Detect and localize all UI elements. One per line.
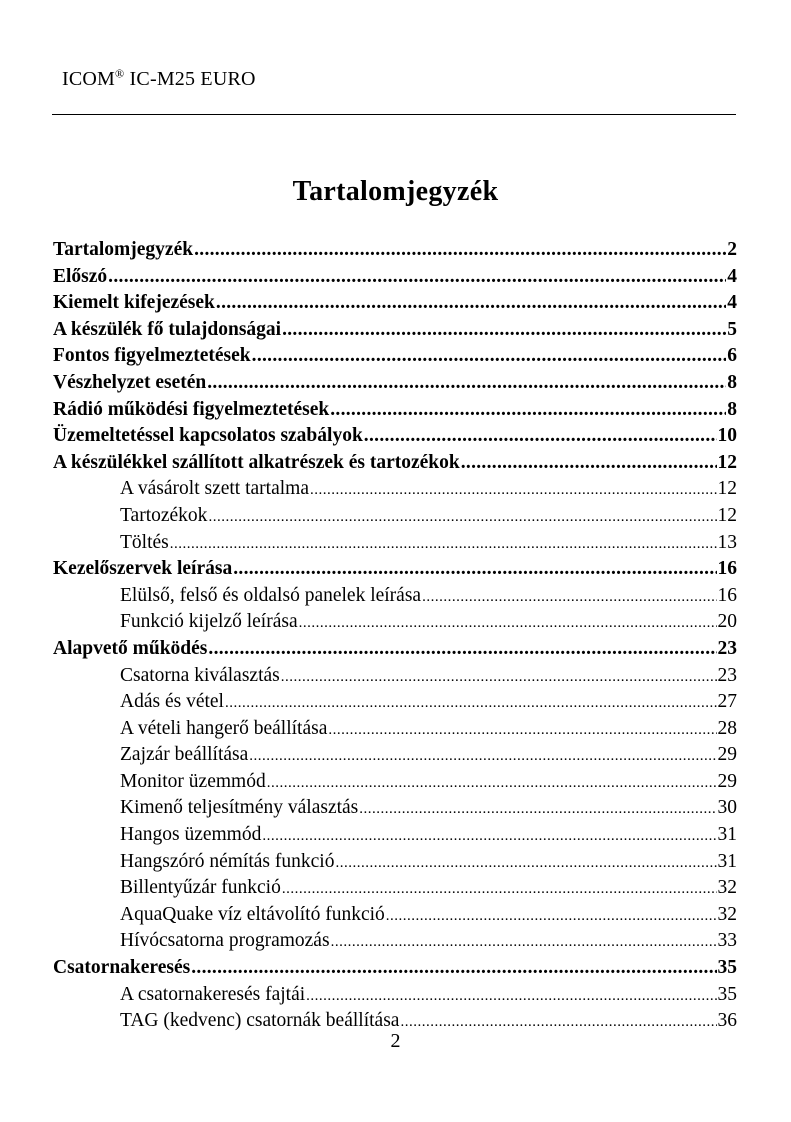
toc-entry-label: Adás és vétel (120, 691, 224, 713)
toc-dot-leader (422, 583, 716, 611)
toc-entry-label: Monitor üzemmód (120, 770, 266, 792)
toc-chapter-entry[interactable] (53, 343, 737, 370)
toc-entry-label: Vészhelyzet esetén (53, 371, 207, 393)
toc-entry-page: 10 (717, 425, 737, 447)
toc-dot-leader (331, 928, 717, 956)
toc-dot-leader (282, 875, 717, 903)
toc-section-entry[interactable] (53, 849, 737, 876)
header-rule (52, 114, 736, 115)
toc-dot-leader (461, 450, 717, 477)
toc-entry-page: 31 (717, 850, 737, 872)
toc-entry-page: 16 (717, 558, 737, 580)
toc-entry-label: Kimenő teljesítmény választás (120, 797, 359, 819)
toc-chapter-entry[interactable] (53, 290, 737, 317)
toc-section-entry[interactable] (53, 503, 737, 530)
toc-entry-label: Rádió működési figyelmeztetések (53, 398, 330, 420)
toc-dot-leader (335, 849, 716, 877)
toc-entry-page: 12 (717, 478, 737, 500)
toc-dot-leader (216, 290, 726, 317)
toc-section-entry[interactable] (53, 769, 737, 796)
toc-chapter-entry[interactable] (53, 955, 737, 982)
toc-dot-leader (282, 317, 726, 344)
page-number: 2 (390, 1030, 401, 1052)
toc-dot-leader (299, 609, 717, 637)
header-model: IC-M25 EURO (124, 68, 256, 90)
toc-entry-label: AquaQuake víz eltávolító funkció (120, 903, 385, 925)
toc-chapter-entry[interactable] (53, 397, 737, 424)
toc-section-entry[interactable] (53, 928, 737, 955)
toc-entry-page: 33 (717, 930, 737, 952)
toc-dot-leader (208, 636, 716, 663)
table-of-contents (53, 237, 737, 1035)
toc-entry-page: 31 (717, 824, 737, 846)
toc-entry-label: Kezelőszervek leírása (53, 558, 233, 580)
toc-entry-label: Hívócsatorna programozás (120, 930, 330, 952)
toc-chapter-entry[interactable] (53, 450, 737, 477)
running-header (62, 68, 256, 91)
toc-section-entry[interactable] (53, 795, 737, 822)
toc-entry-label: Előszó (53, 265, 108, 287)
toc-dot-leader (330, 397, 726, 424)
toc-chapter-entry[interactable] (53, 317, 737, 344)
toc-dot-leader (252, 343, 727, 370)
toc-entry-page: 30 (717, 797, 737, 819)
toc-entry-label: Tartozékok (120, 504, 208, 526)
toc-dot-leader (191, 955, 716, 982)
toc-section-entry[interactable] (53, 716, 737, 743)
toc-entry-page: 27 (717, 691, 737, 713)
toc-entry-label: Elülső, felső és oldalsó panelek leírása (120, 584, 422, 606)
toc-entry-label: A vásárolt szett tartalma (120, 478, 309, 500)
toc-entry-page: 29 (717, 744, 737, 766)
toc-entry-label: Billentyűzár funkció (120, 877, 281, 899)
toc-entry-page: 23 (717, 664, 737, 686)
toc-entry-label: Csatorna kiválasztás (120, 664, 280, 686)
toc-dot-leader (249, 742, 716, 770)
toc-chapter-entry[interactable] (53, 556, 737, 583)
toc-dot-leader (194, 237, 726, 264)
toc-entry-page: 12 (717, 504, 737, 526)
toc-entry-page: 8 (727, 398, 737, 420)
toc-entry-label: Töltés (120, 531, 169, 553)
toc-section-entry[interactable] (53, 530, 737, 557)
toc-section-entry[interactable] (53, 689, 737, 716)
toc-dot-leader (328, 716, 716, 744)
registered-mark: ® (115, 66, 125, 81)
toc-chapter-entry[interactable] (53, 264, 737, 291)
toc-entry-label: Hangszóró némítás funkció (120, 850, 335, 872)
toc-dot-leader (233, 556, 716, 583)
toc-section-entry[interactable] (53, 476, 737, 503)
toc-dot-leader (267, 769, 717, 797)
toc-dot-leader (364, 423, 717, 450)
toc-entry-label: Hangos üzemmód (120, 824, 262, 846)
toc-dot-leader (170, 530, 717, 558)
toc-entry-page: 35 (717, 957, 737, 979)
toc-entry-page: 12 (717, 451, 737, 473)
toc-entry-page: 4 (727, 265, 737, 287)
toc-chapter-entry[interactable] (53, 237, 737, 264)
toc-entry-page: 28 (717, 717, 737, 739)
toc-dot-leader (208, 503, 716, 531)
toc-entry-page: 16 (717, 584, 737, 606)
toc-chapter-entry[interactable] (53, 636, 737, 663)
toc-entry-label: A vételi hangerő beállítása (120, 717, 328, 739)
toc-entry-page: 4 (727, 292, 737, 314)
toc-entry-label: A készülékkel szállított alkatrészek és tartozékok (53, 451, 460, 473)
toc-section-entry[interactable] (53, 742, 737, 769)
toc-section-entry[interactable] (53, 822, 737, 849)
toc-section-entry[interactable] (53, 609, 737, 636)
toc-entry-page: 13 (717, 531, 737, 553)
toc-entry-page: 2 (727, 239, 737, 260)
toc-entry-label: A csatornakeresés fajtái (120, 983, 306, 1005)
toc-section-entry[interactable] (53, 982, 737, 1009)
toc-entry-page: 32 (717, 903, 737, 925)
toc-dot-leader (306, 982, 716, 1010)
toc-dot-leader (310, 476, 717, 504)
toc-section-entry[interactable] (53, 583, 737, 610)
toc-entry-label: Funkció kijelző leírása (120, 611, 298, 633)
toc-entry-label: A készülék fő tulajdonságai (53, 318, 282, 340)
toc-entry-page: 36 (717, 1010, 737, 1032)
toc-entry-page: 20 (717, 611, 737, 633)
toc-dot-leader (359, 795, 716, 823)
toc-entry-page: 23 (717, 637, 737, 659)
toc-entry-page: 8 (727, 371, 737, 393)
toc-entry-page: 6 (727, 345, 737, 367)
toc-entry-page: 5 (727, 318, 737, 340)
toc-dot-leader (386, 902, 717, 930)
toc-entry-label: Csatornakeresés (53, 957, 191, 979)
toc-dot-leader (262, 822, 716, 850)
toc-entry-page: 35 (717, 983, 737, 1005)
toc-section-entry[interactable] (53, 902, 737, 929)
toc-entry-page: 29 (717, 770, 737, 792)
toc-dot-leader (281, 663, 717, 691)
toc-entry-label: Fontos figyelmeztetések (53, 345, 251, 367)
page-title: Tartalomjegyzék (292, 176, 499, 207)
toc-entry-label: Alapvető működés (53, 637, 208, 659)
header-brand: ICOM (62, 68, 116, 90)
toc-entry-label: TAG (kedvenc) csatornák beállítása (120, 1010, 400, 1032)
toc-entry-label: Tartalomjegyzék (53, 239, 194, 260)
toc-section-entry[interactable] (53, 663, 737, 690)
toc-chapter-entry[interactable] (53, 370, 737, 397)
toc-entry-label: Kiemelt kifejezések (53, 292, 215, 314)
toc-dot-leader (225, 689, 717, 717)
toc-entry-label: Zajzár beállítása (120, 744, 249, 766)
toc-entry-page: 32 (717, 877, 737, 899)
toc-chapter-entry[interactable] (53, 423, 737, 450)
toc-dot-leader (108, 264, 726, 291)
toc-dot-leader (207, 370, 726, 397)
toc-entry-label: Üzemeltetéssel kapcsolatos szabályok (53, 425, 363, 447)
toc-section-entry[interactable] (53, 875, 737, 902)
